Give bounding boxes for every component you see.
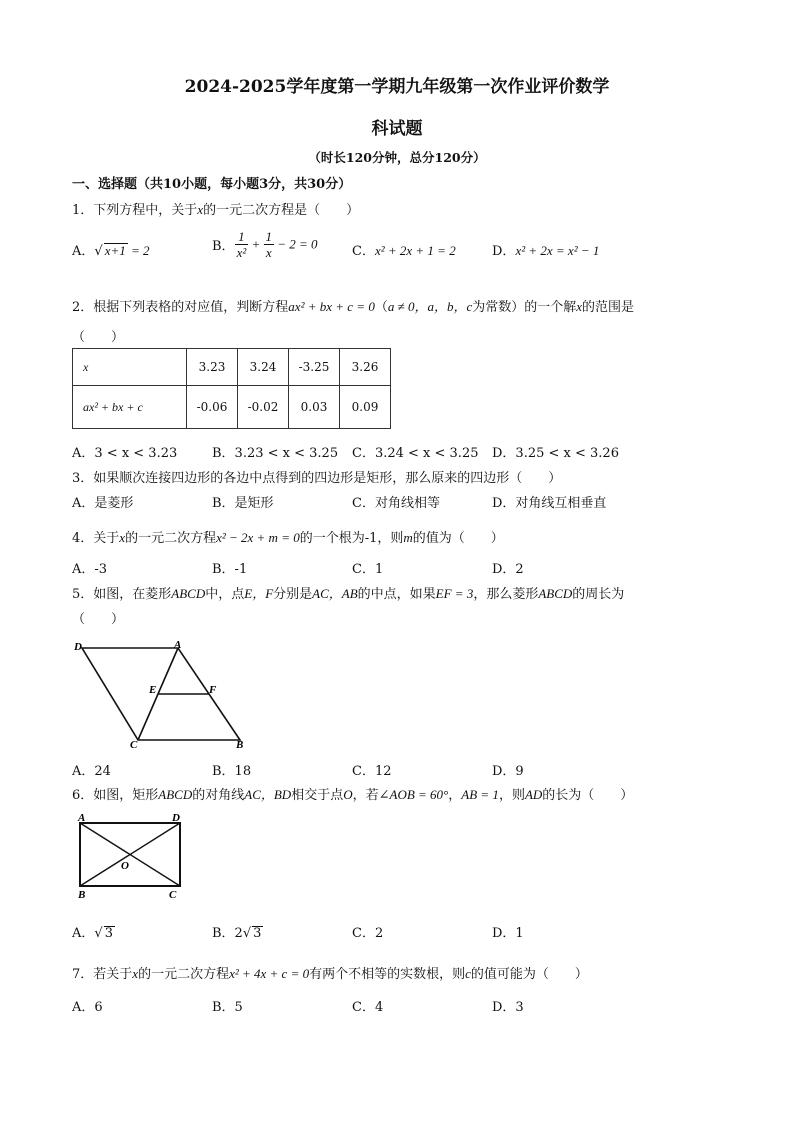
center-label-o: O (121, 860, 129, 872)
q3-option-c[interactable]: C．对角线相等 (352, 496, 440, 511)
q4-option-c[interactable]: C．1 (352, 562, 384, 577)
q5-option-d[interactable]: D．9 (492, 764, 524, 779)
table-cell: -3.25 (289, 349, 340, 386)
vertex-label-c: C (169, 889, 177, 901)
q3-option-d[interactable]: D．对角线互相垂直 (492, 496, 607, 511)
vertex-label-b: B (236, 739, 244, 751)
table-cell: 3.24 (238, 349, 289, 386)
q4-option-a[interactable]: A．-3 (72, 562, 108, 577)
table-cell: 0.09 (340, 386, 391, 429)
table-cell: -0.06 (187, 386, 238, 429)
q3-option-b[interactable]: B．是矩形 (212, 496, 274, 511)
q4-option-d[interactable]: D．2 (492, 562, 524, 577)
table-cell: 3.23 (187, 349, 238, 386)
q1-option-a[interactable]: A．√ x+1 = 2 (72, 243, 150, 259)
page-title-line1: 2024-2025学年度第一学期九年级第一次作业评价数学 (184, 77, 610, 97)
q6-option-d[interactable]: D．1 (492, 926, 524, 941)
question-3-stem: 3．如果顺次连接四边形的各边中点得到的四边形是矩形，那么原来的四边形（ ） (72, 471, 562, 486)
q7-option-d[interactable]: D．3 (492, 1000, 524, 1015)
question-4-stem: 4．关于x的一元二次方程x² − 2x + m = 0的一个根为-1，则m的值为（ ） (72, 530, 504, 546)
point-label-f: F (209, 684, 217, 696)
q7-option-b[interactable]: B．5 (212, 1000, 243, 1015)
question-6-stem: 6．如图，矩形ABCD的对角线AC，BD相交于点O，若∠AOB = 60°，AB = 1，则AD的长为（ ） (72, 787, 634, 803)
q5-option-b[interactable]: B．18 (212, 764, 252, 779)
q2-option-d[interactable]: D．3.25 < x < 3.26 (492, 446, 619, 461)
rhombus-figure (70, 638, 260, 753)
q4-option-b[interactable]: B．-1 (212, 562, 248, 577)
q2-option-c[interactable]: C．3.24 < x < 3.25 (352, 446, 479, 461)
vertex-label-c: C (130, 739, 138, 751)
table-header-expression: ax² + bx + c (73, 386, 187, 429)
vertex-label-d: D (172, 812, 180, 824)
table-header-x: x (73, 349, 187, 386)
vertex-label-a: A (174, 639, 182, 651)
q5-option-c[interactable]: C．12 (352, 764, 392, 779)
q1-option-c[interactable]: C．x² + 2x + 1 = 2 (352, 243, 456, 259)
question-1-stem: 1．下列方程中，关于x的一元二次方程是（ ） (72, 202, 360, 218)
question-7-stem: 7．若关于x的一元二次方程x² + 4x + c = 0有两个不相等的实数根，则c的值可能为（ ） (72, 966, 588, 982)
q1-option-b[interactable]: B． $\frac{1}{\text{x²}}$ + $\frac{1}{x}$ − 2 = 0 (212, 229, 318, 260)
section-heading-multiple-choice: 一、选择题（共10小题，每小题3分，共30分） (72, 177, 352, 192)
question-2-stem: 2．根据下列表格的对应值，判断方程ax² + bx + c = 0（a ≠ 0，a，b，c为常数）的一个解x的范围是 (72, 299, 635, 315)
point-label-e: E (149, 684, 157, 696)
exam-duration-note: （时长120分钟，总分120分） (308, 150, 486, 165)
q7-option-a[interactable]: A．6 (72, 1000, 103, 1015)
q1-option-d[interactable]: D．x² + 2x = x² − 1 (492, 243, 600, 259)
q5-option-a[interactable]: A．24 (72, 764, 111, 779)
question-5-stem: 5．如图，在菱形ABCD中，点E，F分别是AC，AB的中点，如果EF = 3，那么菱形ABCD的周长为 (72, 586, 625, 602)
q3-option-a[interactable]: A．是菱形 (72, 496, 134, 511)
question-2-paren: （ ） (72, 330, 125, 345)
q6-option-a[interactable]: A．√ 3 (72, 926, 113, 941)
table-cell: 3.26 (340, 349, 391, 386)
table-cell: 0.03 (289, 386, 340, 429)
vertex-label-a: A (78, 812, 86, 824)
vertex-label-b: B (78, 889, 86, 901)
rectangle-figure (72, 810, 192, 902)
q7-option-c[interactable]: C．4 (352, 1000, 384, 1015)
question-5-paren: （ ） (72, 612, 125, 627)
q2-option-b[interactable]: B．3.23 < x < 3.25 (212, 446, 339, 461)
vertex-label-d: D (74, 641, 82, 653)
q2-option-a[interactable]: A．3 < x < 3.23 (72, 446, 178, 461)
q6-option-b[interactable]: B．2√ 3 (212, 926, 262, 941)
q6-option-c[interactable]: C．2 (352, 926, 384, 941)
page-title-line2: 科试题 (371, 119, 423, 139)
q2-value-table (72, 348, 391, 429)
table-cell: -0.02 (238, 386, 289, 429)
